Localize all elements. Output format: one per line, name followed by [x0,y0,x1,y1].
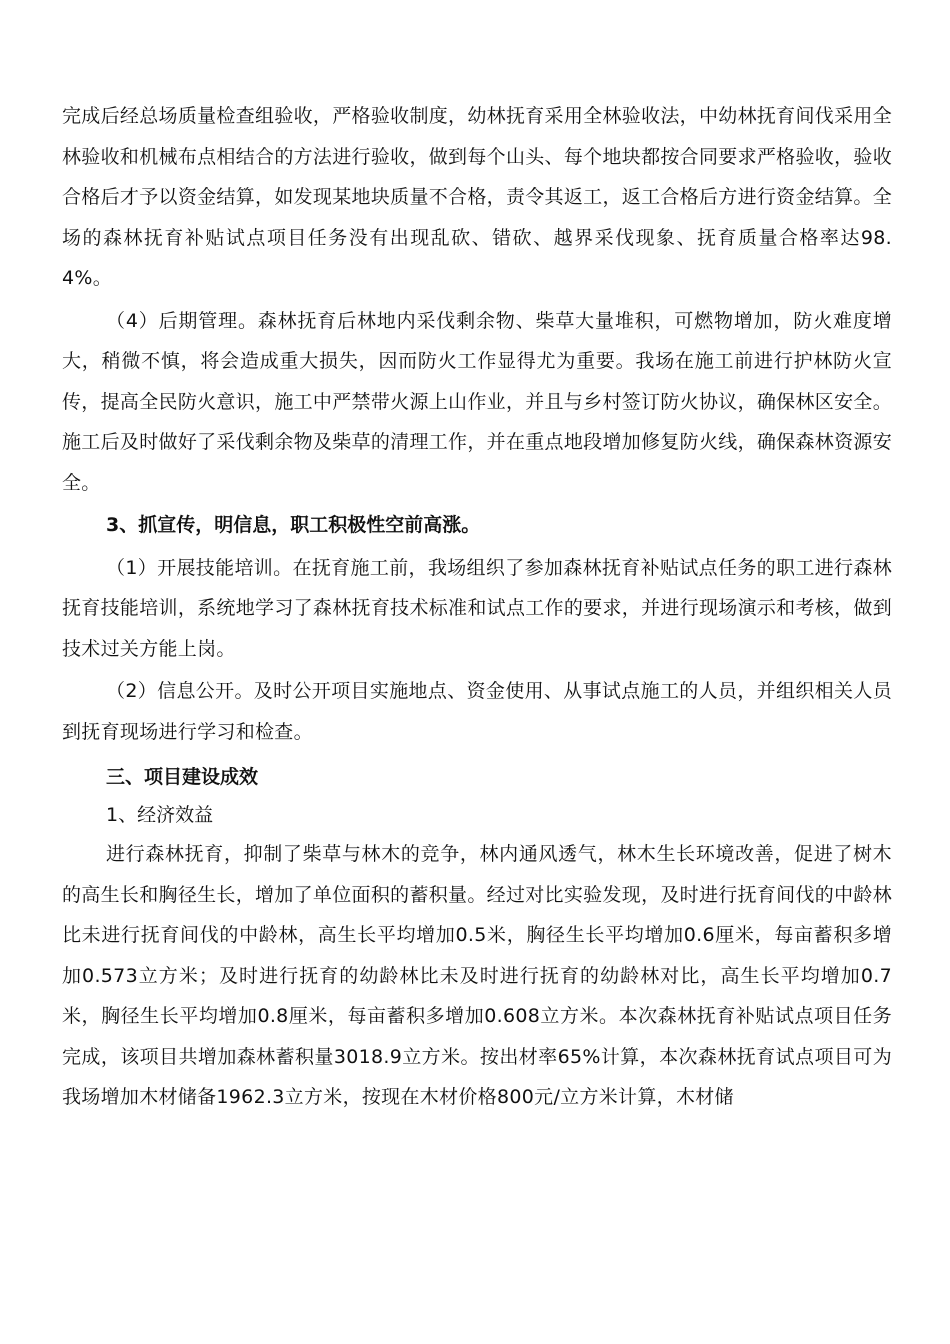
document-page [62,96,892,1118]
paragraph-info-disclosure: （2）信息公开。及时公开项目实施地点、资金使用、从事试点施工的人员，并组织相关人员到抚育现场进行学习和检查。 [62,680,892,743]
subsection-economic: 1、经济效益 [106,804,214,826]
heading-publicity: 3、抓宣传，明信息，职工积极性空前高涨。 [106,514,481,536]
paragraph-training: （1）开展技能培训。在抚育施工前，我场组织了参加森林抚育补贴试点任务的职工进行森林抚育技能培训，系统地学习了森林抚育技术标准和试点工作的要求，并进行现场演示和考核，做到技术过关方能上岗。 [62,556,892,660]
paragraph-economic-benefits: 进行森林抚育，抑制了柴草与林木的竞争，林内通风透气，林木生长环境改善，促进了树木的高生长和胸径生长，增加了单位面积的蓄积量。经过对比实验发现，及时进行抚育间伐的中龄林比未进行抚育间伐的中龄林，高生长平均增加0.5米，胸径生长平均增加0.6厘米，每亩蓄积多增加0.573立方米；及时进行抚育的幼龄林比未及时进行抚育的幼龄林对比，高生长平均增加0.7米，胸径生长平均增加0.8厘米，每亩蓄积多增加0.608立方米。本次森林抚育补贴试点项目任务完成，该项目共增加森林蓄积量3018.9立方米。按出材率65%计算，本次森林抚育试点项目可为我场增加木材储备1962.3立方米，按现在木材价格800元/立方米计算，木材储 [62,843,892,1108]
paragraph-acceptance: 完成后经总场质量检查组验收，严格验收制度，幼林抚育采用全林验收法，中幼林抚育间伐采用全林验收和机械布点相结合的方法进行验收，做到每个山头、每个地块都按合同要求严格验收，验收合格后才予以资金结算，如发现某地块质量不合格，责令其返工，返工合格后方进行资金结算。全场的森林抚育补贴试点项目任务没有出现乱砍、错砍、越界采伐现象、抚育质量合格率达98.4%。 [62,105,892,289]
paragraph-post-management: （4）后期管理。森林抚育后林地内采伐剩余物、柴草大量堆积，可燃物增加，防火难度增大，稍微不慎，将会造成重大损失，因而防火工作显得尤为重要。我场在施工前进行护林防火宣传，提高全民防火意识，施工中严禁带火源上山作业，并且与乡村签订防火协议，确保林区安全。施工后及时做好了采伐剩余物及柴草的清理工作，并在重点地段增加修复防火线，确保森林资源安全。 [62,309,892,494]
section-title-results: 三、项目建设成效 [106,766,259,788]
